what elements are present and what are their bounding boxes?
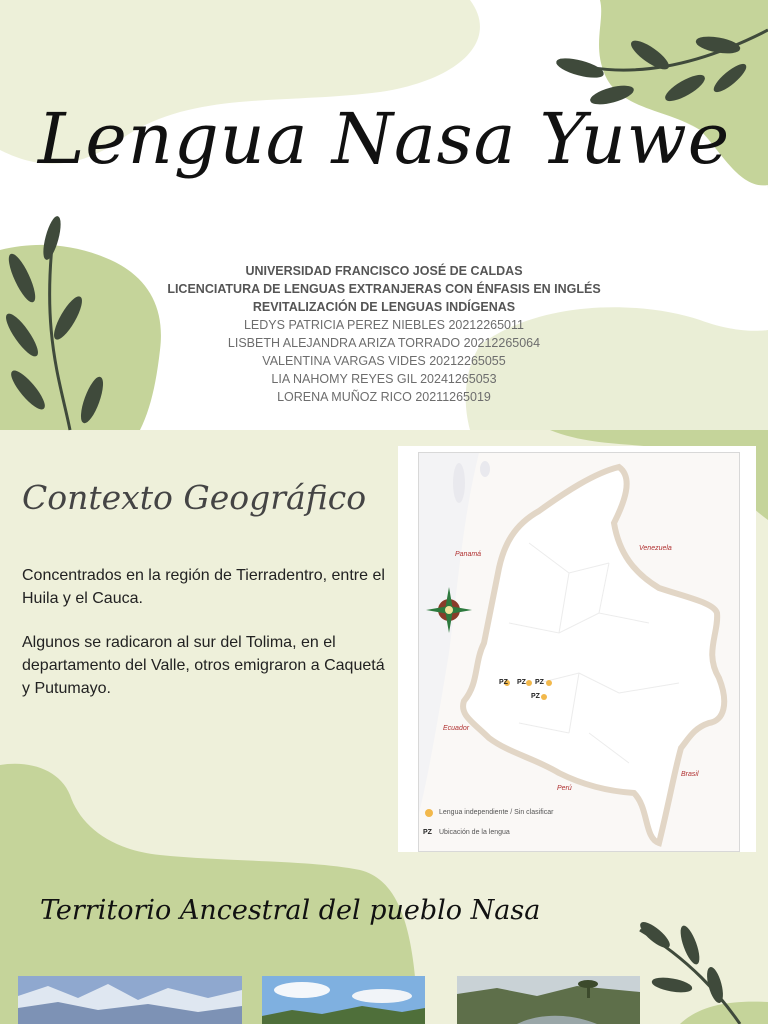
program-name: LICENCIATURA DE LENGUAS EXTRANJERAS CON ÉNFASIS EN INGLÉS [167,282,601,296]
legend-location: Ubicación de la lengua [439,829,510,836]
map-label-ecuador: Ecuador [443,725,470,732]
map-marker: PZ [517,679,526,686]
credits-block [100,262,668,406]
map-label-panama: Panamá [455,551,482,558]
map-label-peru: Perú [557,785,572,792]
geo-paragraph-1: Concentrados en la región de Tierradentro, entre el Huila y el Cauca. [22,567,385,607]
colombia-map [418,452,740,852]
map-marker: PZ [531,693,540,700]
geo-paragraph-2: Algunos se radicaron al sur del Tolima, en el departamento del Valle, otros emigraron a Caquetá y Putumayo. [22,634,385,697]
author-line: LEDYS PATRICIA PEREZ NIEBLES 20212265011 [243,318,524,332]
photo-valley [262,976,425,1024]
legend-marker-icon: PZ [423,829,432,836]
course-name: REVITALIZACIÓN DE LENGUAS INDÍGENAS [252,300,516,314]
map-island [453,463,465,503]
legend-independent: Lengua independiente / Sin clasificar [439,809,554,816]
institution-name: UNIVERSIDAD FRANCISCO JOSÉ DE CALDAS [245,264,523,278]
author-line: VALENTINA VARGAS VIDES 20212265055 [262,354,506,368]
map-island [480,461,490,477]
author-line: LIA NAHOMY REYES GIL 20241265053 [271,372,497,386]
legend-swatches [425,809,433,817]
map-marker: PZ [535,679,544,686]
author-line: LISBETH ALEJANDRA ARIZA TORRADO 20212265064 [227,336,541,350]
map-marker: PZ [499,679,508,686]
photo-mountains [18,976,242,1024]
page-title: Lengua Nasa Yuwe [37,98,731,180]
geo-section-heading: Contexto Geográfico [22,478,367,517]
photo-river [457,976,640,1024]
map-label-venezuela: Venezuela [639,545,672,552]
map-label-brasil: Brasil [681,771,699,778]
territory-section-heading: Territorio Ancestral del pueblo Nasa [40,895,541,926]
map-graphic [419,453,739,851]
author-line: LORENA MUÑOZ RICO 20211265019 [277,390,491,404]
